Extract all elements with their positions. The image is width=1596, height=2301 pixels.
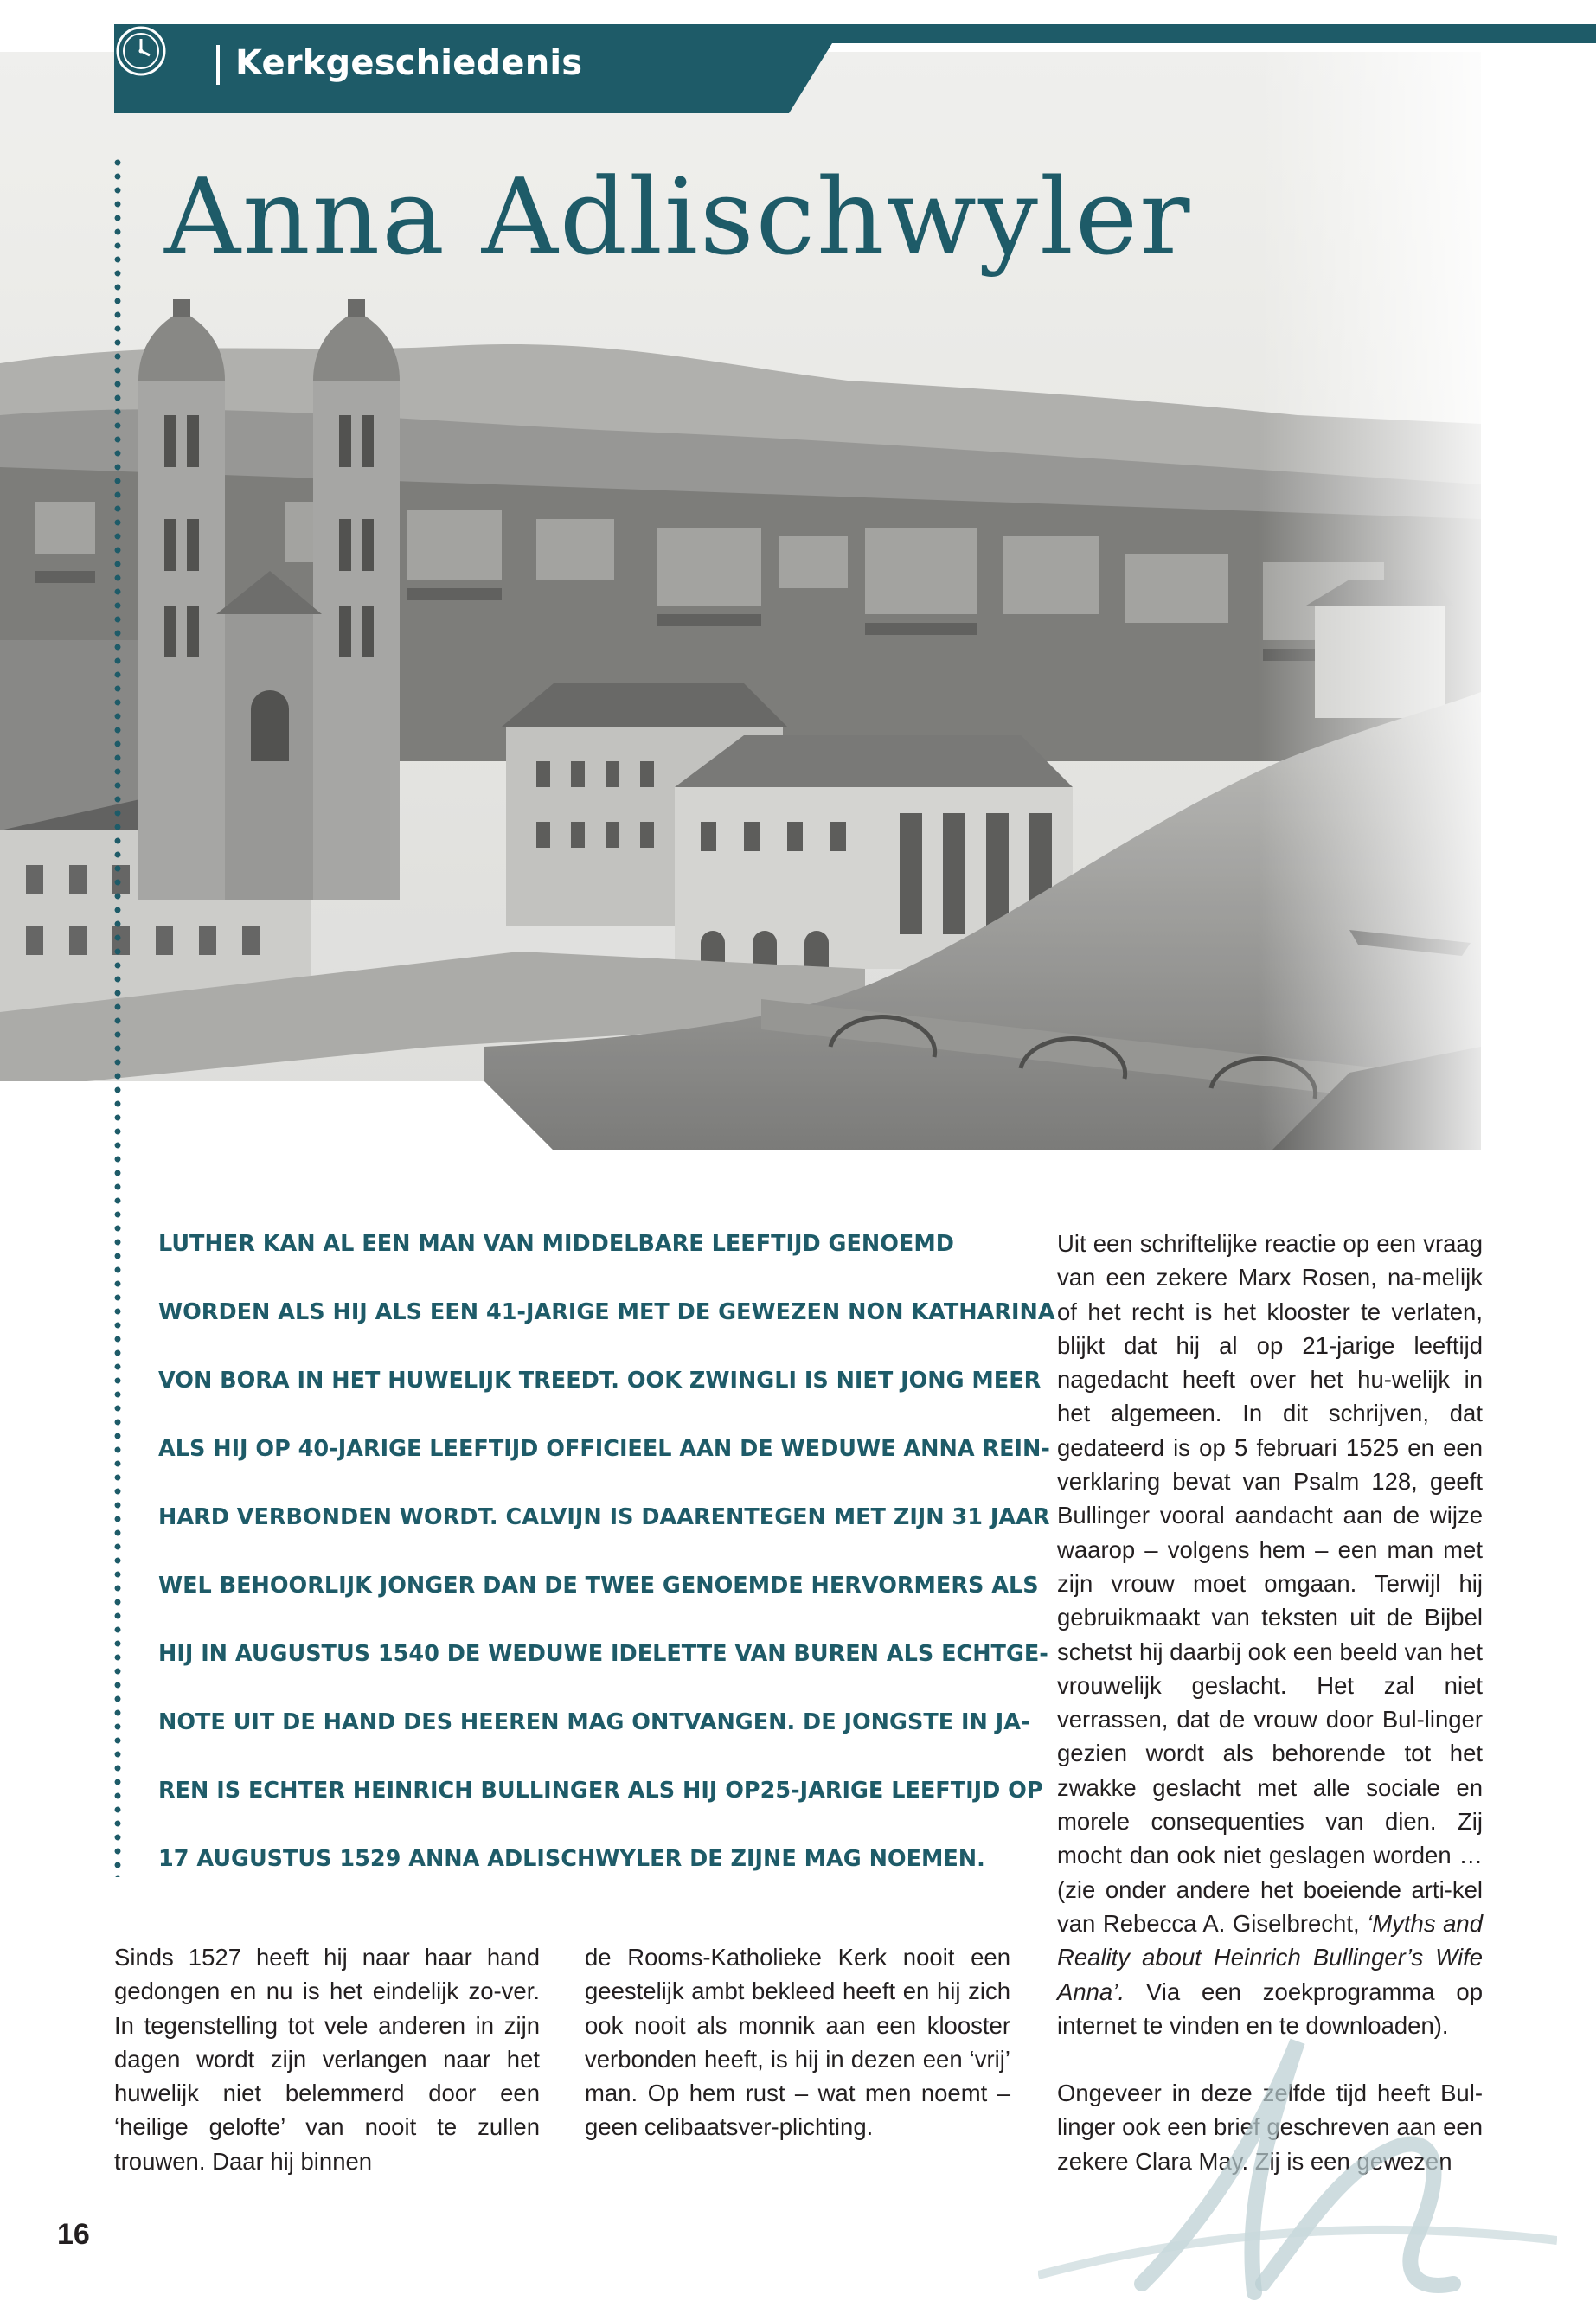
dotted-rule xyxy=(114,156,121,1877)
lead-line: HIJ IN AUGUSTUS 1540 DE WEDUWE IDELETTE VAN BUREN ALS ECHTGE- xyxy=(158,1641,1048,1667)
lead-line: 17 AUGUSTUS 1529 ANNA ADLISCHWYLER DE ZIJNE MAG NOEMEN. xyxy=(158,1846,985,1872)
body-text: Uit een schriftelijke reactie op een vraag van een zekere Marx Rosen, na-melijk of het recht is het klooster te verlaten, blijkt dat hij al op 21-jarige leeftijd nagedacht heeft over het hu-welijk in het algemeen. In dit schrijven, dat gedateerd is op 5 februari 1525 en een verklaring bevat van Psalm 128, geeft Bullinger vooral aandacht aan de wijze waarop – volgens hem – een man met zijn vrouw moet omgaan. Terwijl hij gebruikmaakt van teksten uit de Bijbel schetst hij daarbij ook een beeld van het vrouwelijk geslacht. Het zal niet verrassen, dat de vrouw door Bul-linger gezien wordt als behorende tot het zwakke geslacht met alle sociale en morele consequenties van dien. Zij mocht dan ook niet geslagen worden … (zie onder andere het boeiende arti-kel van Rebecca A. Giselbrecht, xyxy=(1057,1230,1483,1937)
body-paragraph xyxy=(1057,1227,1483,2042)
lead-line: HARD VERBONDEN WORDT. CALVIJN IS DAARENTEGEN MET ZIJN 31 JAAR xyxy=(158,1504,1050,1530)
body-text: Via een zoekprogramma op internet te vinden en te downloaden). xyxy=(1057,1977,1483,2039)
banner-separator xyxy=(216,45,220,85)
lead-line: LUTHER KAN AL EEN MAN VAN MIDDELBARE LEEFTIJD GENOEMD xyxy=(158,1231,954,1257)
article-reference: ‘Myths and Reality about Heinrich Bullinger’s Wife Anna’. xyxy=(1057,1909,1483,2005)
decorative-flourish xyxy=(1038,1955,1557,2301)
page-number: 16 xyxy=(57,2218,90,2251)
section-title: Kerkgeschiedenis xyxy=(235,43,583,83)
article-lead xyxy=(158,1227,1055,1910)
lead-line: ALS HIJ OP 40-JARIGE LEEFTIJD OFFICIEEL AAN DE WEDUWE ANNA REIN- xyxy=(158,1436,1050,1462)
lead-line: WORDEN ALS HIJ ALS EEN 41-JARIGE MET DE GEWEZEN NON KATHARINA xyxy=(158,1299,1055,1325)
clock-icon xyxy=(114,24,168,78)
section-banner xyxy=(114,24,1596,113)
body-paragraph: Sinds 1527 heeft hij naar haar hand gedongen en nu is het eindelijk zo-ver. In tegenstelling tot vele anderen in zijn dagen wordt zijn verlangen naar het huwelijk niet belemmerd door een ‘heilige gelofte’ van nooit te zullen trouwen. Daar hij binnen xyxy=(114,1944,540,2175)
lead-line: WEL BEHOORLIJK JONGER DAN DE TWEE GENOEMDE HERVORMERS ALS xyxy=(158,1573,1039,1599)
body-column-2 xyxy=(585,1940,1010,2144)
body-column-1 xyxy=(114,1940,540,2178)
body-paragraph: Ongeveer in deze zelfde tijd heeft Bul-linger ook een brief geschreven aan een zekere Clara May. Zij is een gewezen xyxy=(1057,2080,1483,2175)
lead-line: REN IS ECHTER HEINRICH BULLINGER ALS HIJ OP25-JARIGE LEEFTIJD OP xyxy=(158,1778,1043,1804)
lead-line: VON BORA IN HET HUWELIJK TREEDT. OOK ZWINGLI IS NIET JONG MEER xyxy=(158,1368,1042,1394)
body-paragraph: de Rooms-Katholieke Kerk nooit een geestelijk ambt bekleed heeft en hij zich ook nooit als monnik aan een klooster verbonden heeft, is hij in dezen een ‘vrij’ man. Op hem rust – wat men noemt – geen celibaatsver-plichting. xyxy=(585,1944,1010,2141)
lead-line: NOTE UIT DE HAND DES HEEREN MAG ONTVANGEN. DE JONGSTE IN JA- xyxy=(158,1709,1030,1735)
article-title: Anna Adlischwyler xyxy=(164,156,1192,279)
